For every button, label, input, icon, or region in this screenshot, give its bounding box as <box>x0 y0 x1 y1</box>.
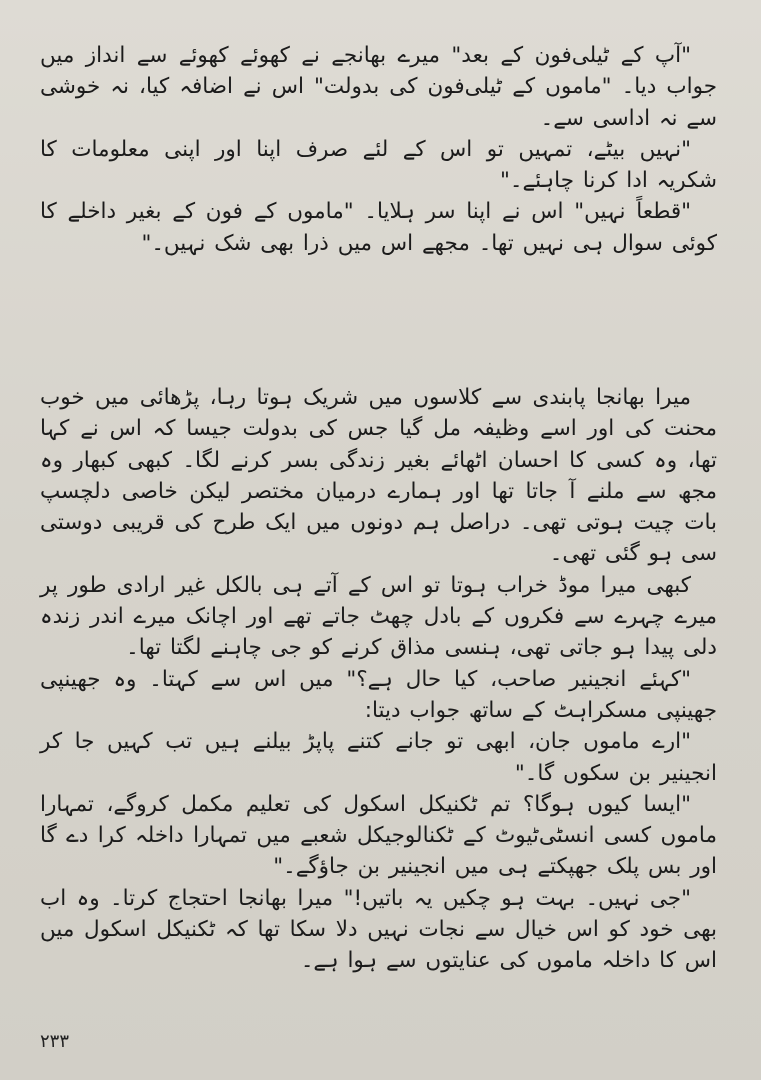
text-section-1 <box>40 40 717 340</box>
paragraph: "ایسا کیوں ہوگا؟ تم ٹکنیکل اسکول کی تعلیم مکمل کروگے، تمہارا ماموں کسی انسٹی‌ٹیوٹ کے ٹکنالوجیکل شعبے میں تمہارا داخلہ کرا دے گا اور بس پلک جھپکتے ہی میں انجینیر بن جاؤگے۔" <box>40 791 717 880</box>
paragraph: "آپ کے ٹیلی‌فون کے بعد" میرے بھانجے نے کھوئے کھوئے سے انداز میں جواب دیا۔ "ماموں کے ٹیلی‌فون کی بدولت" اس نے اضافہ کیا، نہ خوشی سے نہ اداسی سے۔ <box>40 43 717 131</box>
paragraph: "ارے ماموں جان، ابھی تو جانے کتنے پاپڑ بیلنے ہیں تب کہیں جا کر انجینیر بن سکوں گا۔" <box>40 729 717 786</box>
page-number: ۲۳۳ <box>40 1031 70 1052</box>
paragraph: "جی نہیں۔ بہت ہو چکیں یہ باتیں!" میرا بھانجا احتجاج کرتا۔ وہ اب بھی خود کو اس خیال سے نجات نہیں دلا سکا تھا کہ ٹکنیکل اسکول میں اس کا داخلہ ماموں کی عنایتوں سے ہوا ہے۔ <box>40 885 717 974</box>
paragraph: "کہئے انجینیر صاحب، کیا حال ہے؟" میں اس سے کہتا۔ وہ جھینپی جھینپی مسکراہٹ کے ساتھ جواب دیتا: <box>40 666 717 723</box>
paragraph: میرا بھانجا پابندی سے کلاسوں میں شریک ہوتا رہا، پڑھائی میں خوب محنت کی اور اسے وظیفہ مل گیا جس کی بدولت جیسا کہ اس نے کہا تھا، وہ کسی کا احسان اٹھائے بغیر زندگی بسر کرنے لگا۔ کبھی کبھار وہ مجھ سے ملنے آ جاتا تھا اور ہمارے درمیان مختصر لیکن خاصی دلچسپ بات چیت ہوتی تھی۔ دراصل ہم دونوں میں ایک طرح کی قریبی دوستی سی ہو گئی تھی۔ <box>40 385 717 567</box>
paragraph: "نہیں بیٹے، تمہیں تو اس کے لئے صرف اپنا اور اپنی معلومات کا شکریہ ادا کرنا چاہئے۔" <box>40 136 717 194</box>
paragraph: کبھی میرا موڈ خراب ہوتا تو اس کے آتے ہی بالکل غیر ارادی طور پر میرے چہرے سے فکروں کے بادل چھٹ جاتے تھے اور اچانک میرے اندر زندہ دلی پیدا ہو جاتی تھی، ہنسی مذاق کرنے کو جی چاہنے لگتا تھا۔ <box>40 572 717 661</box>
text-section-2 <box>40 382 717 977</box>
section-break <box>40 340 717 382</box>
paragraph: "قطعاً نہیں" اس نے اپنا سر ہلایا۔ "ماموں کے فون کے بغیر داخلے کا کوئی سوال ہی نہیں تھا۔ مجھے اس میں ذرا بھی شک نہیں۔" <box>40 199 717 256</box>
